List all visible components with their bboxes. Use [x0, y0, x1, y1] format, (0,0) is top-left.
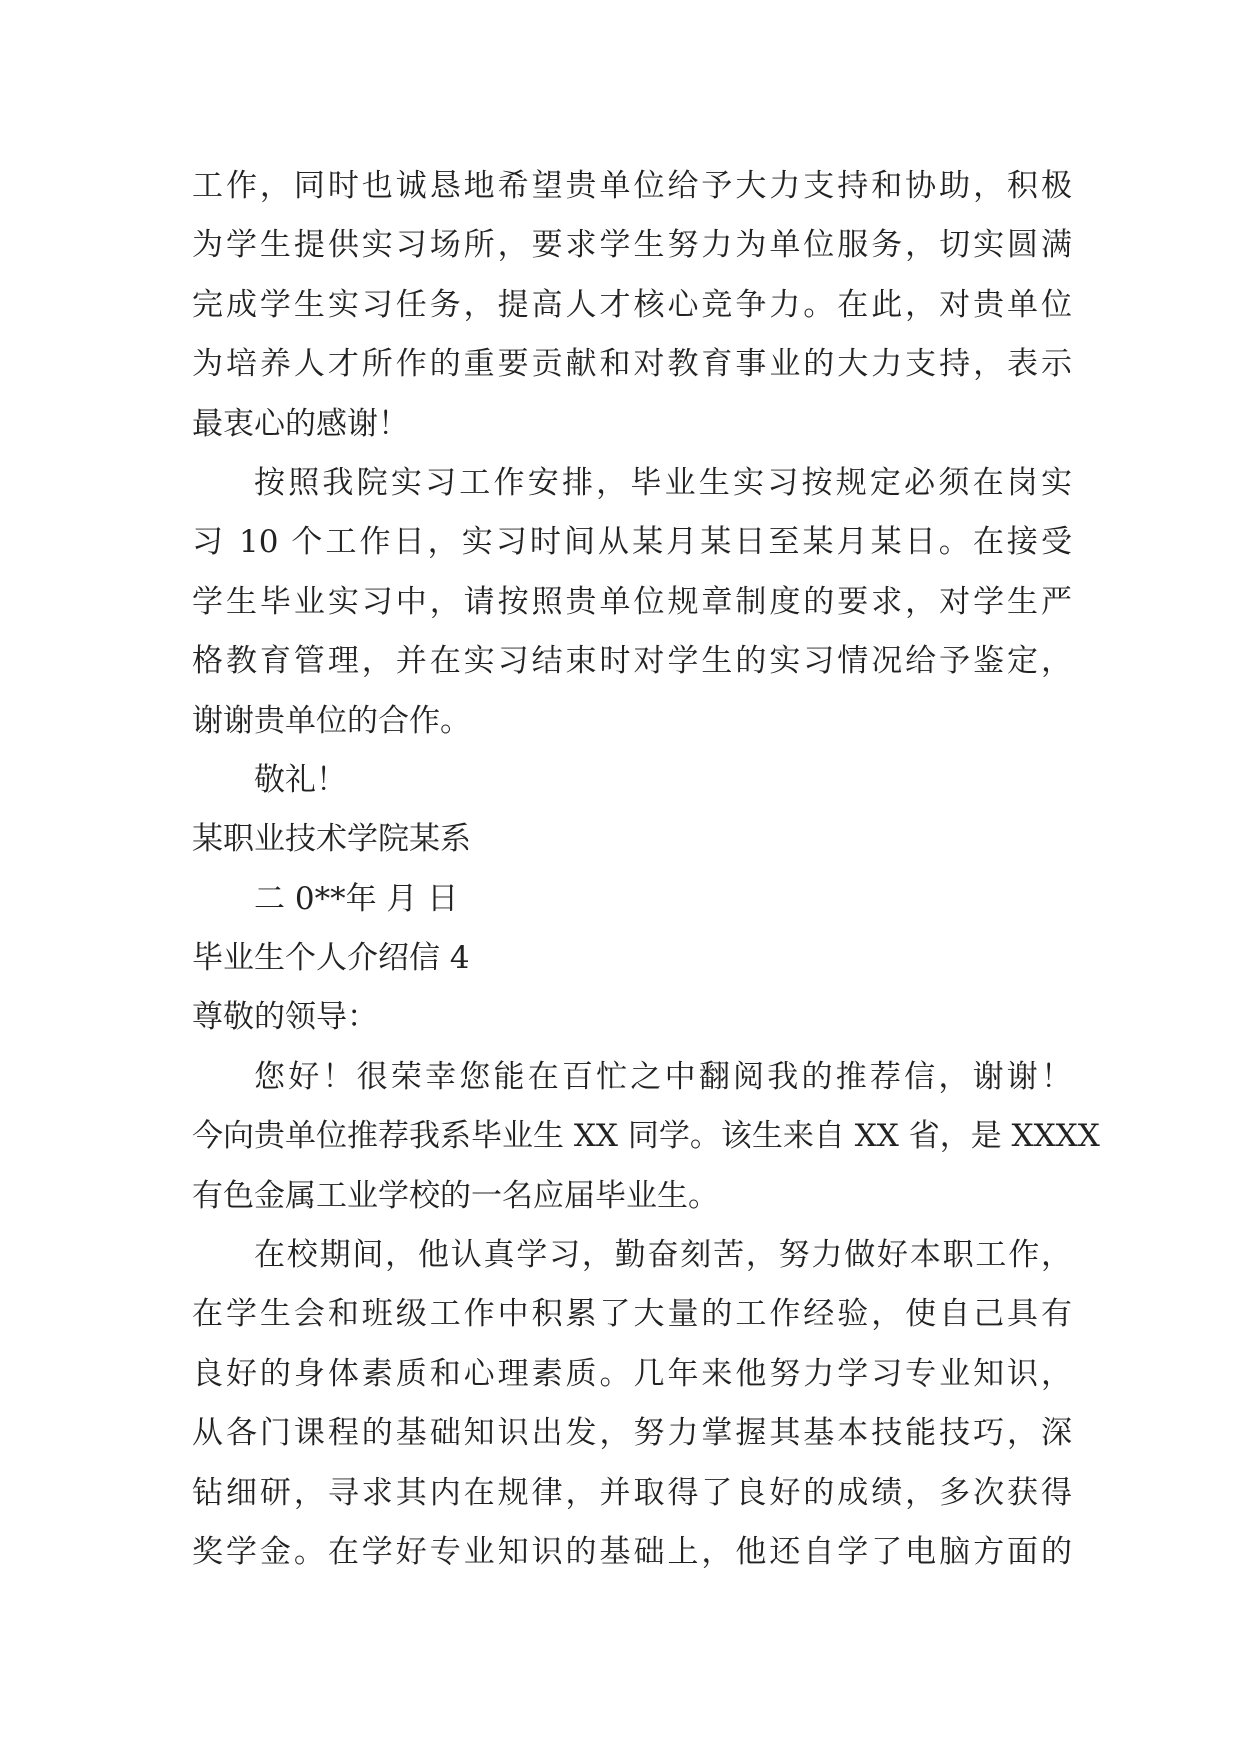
text-line: 按照我院实习工作安排，毕业生实习按规定必须在岗实 [254, 464, 1072, 501]
text-line: 奖学金。在学好专业知识的基础上，他还自学了电脑方面的 [192, 1533, 1072, 1570]
text-line: 为学生提供实习场所，要求学生努力为单位服务，切实圆满 [192, 227, 1072, 264]
text-line: 学生毕业实习中，请按照贵单位规章制度的要求，对学生严 [192, 583, 1072, 620]
text-line: 您好！很荣幸您能在百忙之中翻阅我的推荐信，谢谢！ [254, 1058, 1072, 1095]
text-line: 有色金属工业学校的一名应届毕业生。 [192, 1177, 719, 1214]
text-line: 习 10 个工作日，实习时间从某月某日至某月某日。在接受 [192, 524, 1072, 561]
text-line: 格教育管理，并在实习结束时对学生的实习情况给予鉴定， [192, 643, 1072, 680]
text-line: 钻细研，寻求其内在规律，并取得了良好的成绩，多次获得 [192, 1474, 1072, 1511]
text-line: 今向贵单位推荐我系毕业生 XX 同学。该生来自 XX 省，是 XXXX [192, 1118, 1100, 1155]
text-line: 二 0**年 月 日 [254, 880, 459, 917]
document-body [192, 157, 1100, 1582]
text-line: 最衷心的感谢！ [192, 405, 409, 442]
text-line: 在校期间，他认真学习，勤奋刻苦，努力做好本职工作， [254, 1237, 1072, 1274]
text-line: 从各门课程的基础知识出发，努力掌握其基本技能技巧，深 [192, 1415, 1072, 1452]
text-line: 毕业生个人介绍信 4 [192, 940, 470, 977]
text-line: 在学生会和班级工作中积累了大量的工作经验，使自己具有 [192, 1296, 1072, 1333]
text-line: 完成学生实习任务，提高人才核心竞争力。在此，对贵单位 [192, 286, 1072, 323]
text-line: 谢谢贵单位的合作。 [192, 702, 471, 739]
text-line: 敬礼！ [254, 761, 347, 798]
text-line: 良好的身体素质和心理素质。几年来他努力学习专业知识， [192, 1355, 1072, 1392]
text-line: 工作，同时也诚恳地希望贵单位给予大力支持和协助，积极 [192, 168, 1072, 204]
text-line: 某职业技术学院某系 [192, 821, 471, 858]
text-line: 为培养人才所作的重要贡献和对教育事业的大力支持，表示 [192, 346, 1072, 383]
text-line: 尊敬的领导： [192, 999, 378, 1036]
